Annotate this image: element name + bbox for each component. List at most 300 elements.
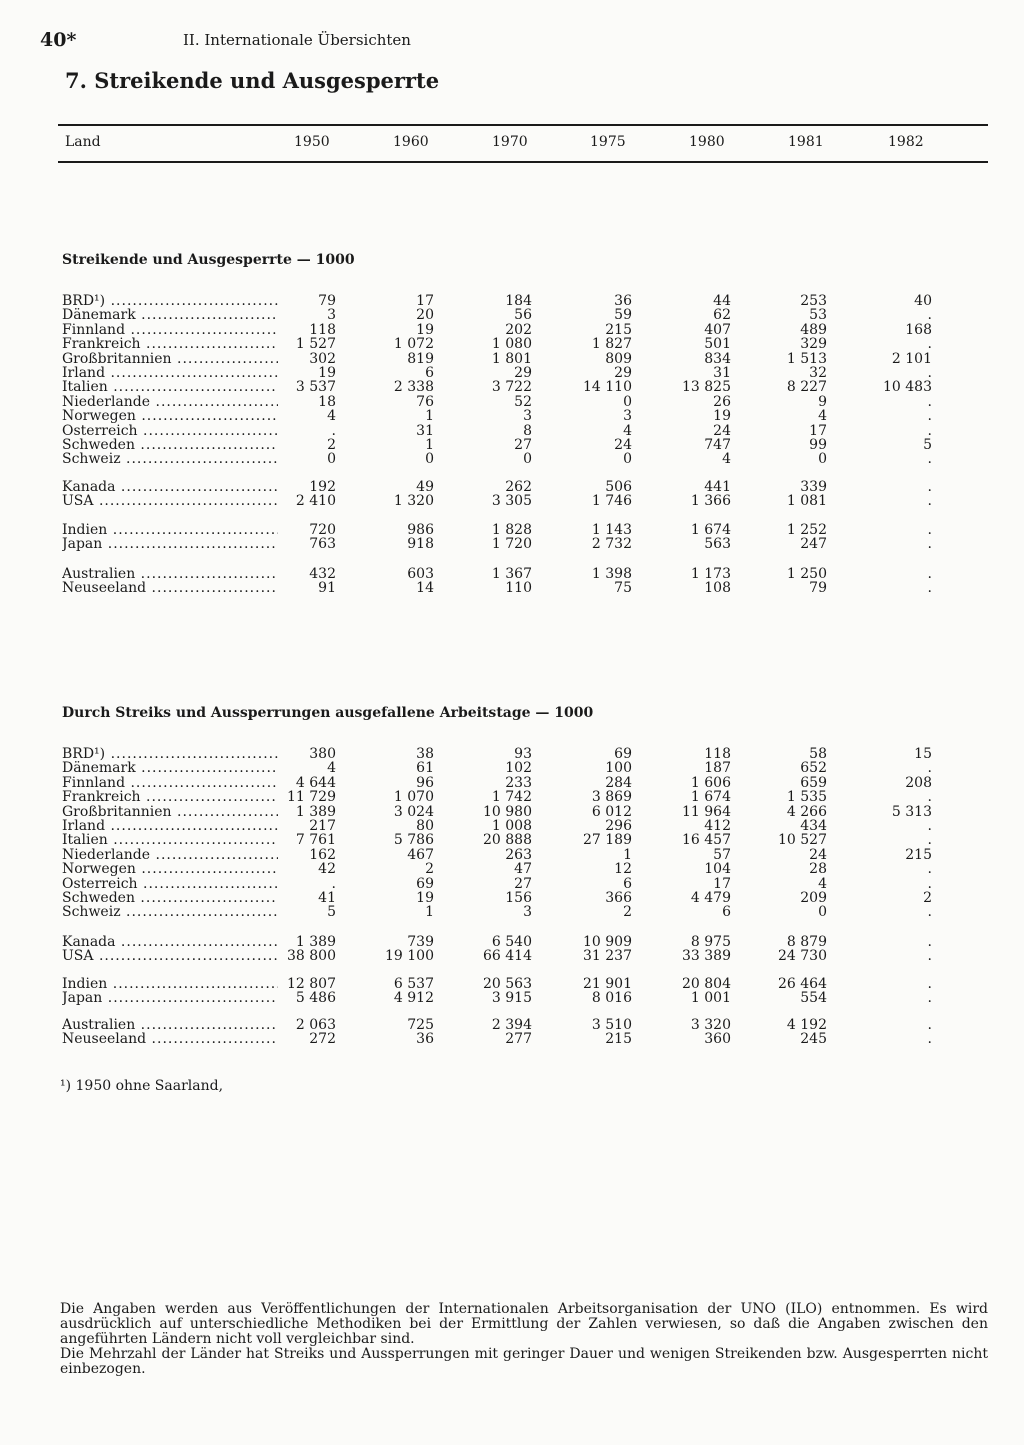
value-cell-1981: 9 [818,393,827,410]
table-row [0,581,1024,595]
value-cell-1960: 3 024 [393,803,434,820]
value-cell-1970: 110 [505,580,532,597]
table-row [0,1032,1024,1046]
value-cell-1981: 659 [800,774,827,791]
value-cell-1980: 1 001 [690,990,731,1007]
table-row [0,523,1024,537]
value-cell-1980: 17 [713,875,731,892]
table-row [0,833,1024,847]
notes [60,1302,988,1377]
value-cell-1970: 1 080 [491,336,532,353]
value-cell-1980: 563 [704,536,731,553]
value-cell-1970: 8 [523,422,532,439]
value-cell-1950: 2 410 [295,493,336,510]
value-cell-1975: 69 [614,746,632,762]
country-label: Indien ..... [62,977,278,991]
value-cell-1950: 432 [309,566,336,582]
country-label: Irland ..... [62,819,278,833]
value-cell-1960: 4 912 [393,990,434,1007]
note-paragraph: Die Angaben werden aus Veröffentlichungen der Internationalen Arbeitsorganisation der UNO (ILO) entnommen. Es wird ausdrücklich auf unterschiedliche Methodiken bei der Ermittlung der Zahlen verwiesen, so daß die Angaben zwischen den angeführten Ländern nicht voll vergleichbar sind. [60,1301,988,1347]
value-cell-1980: 20 804 [682,976,731,992]
value-cell-1950: 7 761 [295,832,336,849]
value-cell-1970: 3 [523,904,532,921]
value-cell-1982: . [927,336,932,353]
table-row [0,294,1024,308]
value-cell-1960: 2 [425,861,434,878]
value-cell-1980: 44 [713,293,731,309]
table-row [0,935,1024,949]
value-cell-1960: 36 [416,1031,434,1048]
value-cell-1975: 0 [623,393,632,410]
value-cell-1980: 1 366 [690,493,731,510]
value-cell-1975: 3 510 [591,1017,632,1033]
table-row [0,991,1024,1005]
value-cell-1975: 215 [605,1031,632,1048]
value-cell-1982: . [927,1017,932,1033]
value-cell-1980: 26 [713,393,731,410]
country-label: Australien ..... [62,567,278,581]
country-label: Dänemark ..... [62,308,278,322]
value-cell-1950: 91 [318,580,336,597]
table-row [0,395,1024,409]
value-cell-1980: 19 [713,408,731,425]
table-row [0,380,1024,394]
country-label: Großbritannien ..... [62,352,278,366]
value-cell-1980: 4 [722,451,731,468]
value-cell-1975: 506 [605,479,632,495]
value-cell-1980: 118 [704,746,731,762]
table-row [0,819,1024,833]
table-title: 7. Streikende und Ausgesperrte [65,68,440,93]
country-label: Frankreich ..... [62,337,278,351]
value-cell-1975: 36 [614,293,632,309]
value-cell-1950: 12 807 [287,976,336,992]
value-cell-1982: 15 [914,746,932,762]
country-label: Norwegen ..... [62,409,278,423]
value-cell-1960: 76 [416,393,434,410]
value-cell-1980: 33 389 [682,948,731,965]
country-label: Frankreich ..... [62,790,278,804]
value-cell-1981: 489 [800,321,827,338]
value-cell-1980: 8 975 [690,934,731,950]
value-cell-1980: 31 [713,365,731,381]
value-cell-1975: 8 016 [591,990,632,1007]
value-cell-1982: 208 [905,774,932,791]
country-label: Österreich ..... [62,877,278,891]
table-header-rule [58,161,988,163]
value-cell-1975: 0 [623,451,632,468]
value-cell-1982: . [927,522,932,538]
value-cell-1970: 27 [514,875,532,892]
value-cell-1970: 3 [523,408,532,425]
value-cell-1982: . [927,422,932,439]
value-cell-1950: 11 729 [287,789,336,806]
value-cell-1970: 184 [505,293,532,309]
value-cell-1981: 24 730 [778,948,827,965]
value-cell-1982: . [927,536,932,553]
country-label: Italien ..... [62,380,278,394]
value-cell-1950: 18 [318,393,336,410]
note-paragraph: Die Mehrzahl der Länder hat Streiks und Aussperrungen mit geringer Dauer und wenigen Streikenden bzw. Ausgesperrten nicht einbezogen. [60,1346,988,1377]
value-cell-1982: . [927,1031,932,1048]
country-label: Neuseeland ..... [62,1032,278,1046]
value-cell-1980: 11 964 [682,803,731,820]
value-cell-1970: 263 [505,846,532,863]
value-cell-1980: 6 [722,904,731,921]
value-cell-1950: 380 [309,746,336,762]
value-cell-1960: 14 [416,580,434,597]
value-cell-1975: 1 143 [591,522,632,538]
value-cell-1981: 209 [800,890,827,906]
column-header-1950: 1950 [294,134,330,150]
value-cell-1960: 0 [425,451,434,468]
value-cell-1982: . [927,580,932,597]
value-cell-1980: 1 674 [690,789,731,806]
value-cell-1970: 102 [505,760,532,777]
value-cell-1960: 1 [425,437,434,453]
table-row [0,337,1024,351]
value-cell-1981: 4 [818,875,827,892]
table-row [0,352,1024,366]
value-cell-1982: 2 [923,890,932,906]
value-cell-1950: 2 063 [295,1017,336,1033]
value-cell-1980: 4 479 [690,890,731,906]
table-row [0,323,1024,337]
table-row [0,308,1024,322]
table-row [0,480,1024,494]
value-cell-1960: 6 [425,365,434,381]
value-cell-1970: 1 008 [491,818,532,834]
country-label: Niederlande ..... [62,848,278,862]
value-cell-1975: 809 [605,350,632,367]
value-cell-1981: 28 [809,861,827,878]
value-cell-1970: 1 742 [491,789,532,806]
value-cell-1960: 819 [407,350,434,367]
value-cell-1970: 0 [523,451,532,468]
value-cell-1970: 66 414 [483,948,532,965]
value-cell-1950: 720 [309,522,336,538]
country-label: Schweiz ..... [62,452,278,466]
value-cell-1981: 10 527 [778,832,827,849]
value-cell-1975: 24 [614,437,632,453]
table-row [0,494,1024,508]
value-cell-1970: 156 [505,890,532,906]
value-cell-1981: 8 879 [786,934,827,950]
value-cell-1950: 302 [309,350,336,367]
value-cell-1981: 4 266 [786,803,827,820]
value-cell-1960: 603 [407,566,434,582]
value-cell-1970: 1 828 [491,522,532,538]
column-header-1960: 1960 [393,134,429,150]
value-cell-1981: 1 535 [786,789,827,806]
value-cell-1950: 272 [309,1031,336,1048]
value-cell-1981: 329 [800,336,827,353]
value-cell-1981: 32 [809,365,827,381]
value-cell-1975: 3 [623,408,632,425]
value-cell-1970: 1 720 [491,536,532,553]
value-cell-1980: 13 825 [682,379,731,396]
country-label: Großbritannien ..... [62,805,278,819]
value-cell-1960: 725 [407,1017,434,1033]
page-number: 40* [40,29,77,51]
value-cell-1981: 652 [800,760,827,777]
value-cell-1981: 1 081 [786,493,827,510]
value-cell-1982: . [927,408,932,425]
value-cell-1981: 58 [809,746,827,762]
value-cell-1982: . [927,990,932,1007]
value-cell-1950: . [331,422,336,439]
value-cell-1960: 467 [407,846,434,863]
table-row [0,877,1024,891]
country-label: Neuseeland ..... [62,581,278,595]
value-cell-1975: 10 909 [583,934,632,950]
value-cell-1975: 21 901 [583,976,632,992]
value-cell-1982: 215 [905,846,932,863]
value-cell-1981: 79 [809,580,827,597]
table-row [0,776,1024,790]
running-head: II. Internationale Übersichten [183,31,411,49]
country-label: Kanada ..... [62,480,278,494]
value-cell-1970: 202 [505,321,532,338]
value-cell-1975: 59 [614,307,632,324]
value-cell-1981: 1 513 [786,350,827,367]
value-cell-1970: 3 722 [491,379,532,396]
value-cell-1970: 56 [514,307,532,324]
section-title-streikende: Streikende und Ausgesperrte — 1000 [62,252,355,268]
value-cell-1982: . [927,948,932,965]
table-row [0,452,1024,466]
value-cell-1970: 20 888 [483,832,532,849]
value-cell-1960: 96 [416,774,434,791]
value-cell-1980: 407 [704,321,731,338]
country-label: Niederlande ..... [62,395,278,409]
value-cell-1960: 6 537 [393,976,434,992]
value-cell-1975: 4 [623,422,632,439]
value-cell-1982: . [927,818,932,834]
value-cell-1960: 1 [425,408,434,425]
value-cell-1982: . [927,566,932,582]
country-label: Japan ..... [62,537,278,551]
value-cell-1981: 17 [809,422,827,439]
value-cell-1960: 38 [416,746,434,762]
value-cell-1981: 99 [809,437,827,453]
value-cell-1950: 162 [309,846,336,863]
country-label: Schweden ..... [62,438,278,452]
value-cell-1981: 4 192 [786,1017,827,1033]
value-cell-1982: 40 [914,293,932,309]
value-cell-1982: . [927,760,932,777]
value-cell-1950: 2 [327,437,336,453]
country-label: Irland ..... [62,366,278,380]
value-cell-1982: . [927,479,932,495]
value-cell-1950: 1 389 [295,934,336,950]
value-cell-1980: 1 606 [690,774,731,791]
value-cell-1981: 0 [818,904,827,921]
value-cell-1980: 108 [704,580,731,597]
value-cell-1975: 366 [605,890,632,906]
column-header-1980: 1980 [689,134,725,150]
value-cell-1980: 834 [704,350,731,367]
value-cell-1980: 1 674 [690,522,731,538]
value-cell-1982: 5 313 [891,803,932,820]
value-cell-1982: . [927,976,932,992]
table-row [0,790,1024,804]
value-cell-1950: 42 [318,861,336,878]
country-label: Schweiz ..... [62,905,278,919]
value-cell-1982: . [927,789,932,806]
value-cell-1982: 2 101 [891,350,932,367]
value-cell-1982: . [927,393,932,410]
value-cell-1950: 4 644 [295,774,336,791]
value-cell-1950: 0 [327,451,336,468]
table-row [0,747,1024,761]
table-row [0,977,1024,991]
value-cell-1980: 501 [704,336,731,353]
section-title-arbeitstage: Durch Streiks und Aussperrungen ausgefallene Arbeitstage — 1000 [62,705,594,721]
value-cell-1975: 12 [614,861,632,878]
value-cell-1960: 739 [407,934,434,950]
value-cell-1982: . [927,307,932,324]
country-label: Finnland ..... [62,776,278,790]
value-cell-1950: 3 [327,307,336,324]
country-label: BRD¹) ..... [62,294,278,308]
value-cell-1981: 245 [800,1031,827,1048]
value-cell-1960: 986 [407,522,434,538]
value-cell-1980: 360 [704,1031,731,1048]
value-cell-1980: 3 320 [690,1017,731,1033]
value-cell-1980: 412 [704,818,731,834]
value-cell-1950: 5 486 [295,990,336,1007]
value-cell-1975: 2 [623,904,632,921]
column-header-1982: 1982 [888,134,924,150]
value-cell-1982: . [927,832,932,849]
value-cell-1981: 0 [818,451,827,468]
value-cell-1950: 3 537 [295,379,336,396]
value-cell-1970: 93 [514,746,532,762]
value-cell-1970: 3 915 [491,990,532,1007]
table-row [0,409,1024,423]
value-cell-1975: 29 [614,365,632,381]
value-cell-1981: 247 [800,536,827,553]
value-cell-1970: 10 980 [483,803,532,820]
value-cell-1980: 57 [713,846,731,863]
table-row [0,366,1024,380]
table-row [0,949,1024,963]
value-cell-1950: 5 [327,904,336,921]
value-cell-1981: 53 [809,307,827,324]
country-label: Österreich ..... [62,424,278,438]
value-cell-1970: 52 [514,393,532,410]
value-cell-1970: 3 305 [491,493,532,510]
value-cell-1975: 1 398 [591,566,632,582]
country-label: BRD¹) ..... [62,747,278,761]
value-cell-1975: 1 [623,846,632,863]
value-cell-1970: 277 [505,1031,532,1048]
country-label: Finnland ..... [62,323,278,337]
table-row [0,891,1024,905]
value-cell-1960: 19 [416,890,434,906]
value-cell-1960: 2 338 [393,379,434,396]
value-cell-1982: . [927,861,932,878]
country-label: Indien ..... [62,523,278,537]
value-cell-1970: 20 563 [483,976,532,992]
country-label: Australien ..... [62,1018,278,1032]
value-cell-1960: 1 070 [393,789,434,806]
country-label: Schweden ..... [62,891,278,905]
value-cell-1950: . [331,875,336,892]
value-cell-1975: 6 [623,875,632,892]
value-cell-1960: 49 [416,479,434,495]
country-label: Italien ..... [62,833,278,847]
value-cell-1970: 29 [514,365,532,381]
column-header-1970: 1970 [492,134,528,150]
value-cell-1950: 79 [318,293,336,309]
value-cell-1980: 747 [704,437,731,453]
table-row [0,862,1024,876]
value-cell-1975: 3 869 [591,789,632,806]
value-cell-1970: 47 [514,861,532,878]
value-cell-1975: 100 [605,760,632,777]
value-cell-1950: 763 [309,536,336,553]
value-cell-1980: 441 [704,479,731,495]
value-cell-1982: . [927,451,932,468]
table-row [0,438,1024,452]
value-cell-1970: 1 367 [491,566,532,582]
value-cell-1950: 1 527 [295,336,336,353]
value-cell-1981: 434 [800,818,827,834]
value-cell-1980: 24 [713,422,731,439]
value-cell-1960: 5 786 [393,832,434,849]
value-cell-1950: 41 [318,890,336,906]
value-cell-1960: 80 [416,818,434,834]
value-cell-1980: 104 [704,861,731,878]
value-cell-1950: 192 [309,479,336,495]
value-cell-1950: 4 [327,760,336,777]
column-header-1981: 1981 [788,134,824,150]
country-label: Kanada ..... [62,935,278,949]
value-cell-1975: 14 110 [583,379,632,396]
value-cell-1981: 1 252 [786,522,827,538]
value-cell-1982: 5 [923,437,932,453]
value-cell-1981: 253 [800,293,827,309]
value-cell-1950: 217 [309,818,336,834]
value-cell-1981: 1 250 [786,566,827,582]
column-header-1975: 1975 [590,134,626,150]
value-cell-1960: 918 [407,536,434,553]
column-header-land: Land [65,134,101,150]
table-row [0,537,1024,551]
value-cell-1970: 262 [505,479,532,495]
table-row [0,567,1024,581]
value-cell-1980: 187 [704,760,731,777]
value-cell-1975: 1 746 [591,493,632,510]
footnote: ¹) 1950 ohne Saarland, [60,1078,224,1094]
value-cell-1960: 19 [416,321,434,338]
value-cell-1970: 233 [505,774,532,791]
value-cell-1975: 6 012 [591,803,632,820]
value-cell-1981: 554 [800,990,827,1007]
value-cell-1960: 20 [416,307,434,324]
value-cell-1981: 26 464 [778,976,827,992]
country-label: Norwegen ..... [62,862,278,876]
value-cell-1981: 8 227 [786,379,827,396]
value-cell-1981: 24 [809,846,827,863]
value-cell-1970: 1 801 [491,350,532,367]
value-cell-1982: 10 483 [883,379,932,396]
table-row [0,424,1024,438]
value-cell-1981: 4 [818,408,827,425]
value-cell-1982: . [927,365,932,381]
